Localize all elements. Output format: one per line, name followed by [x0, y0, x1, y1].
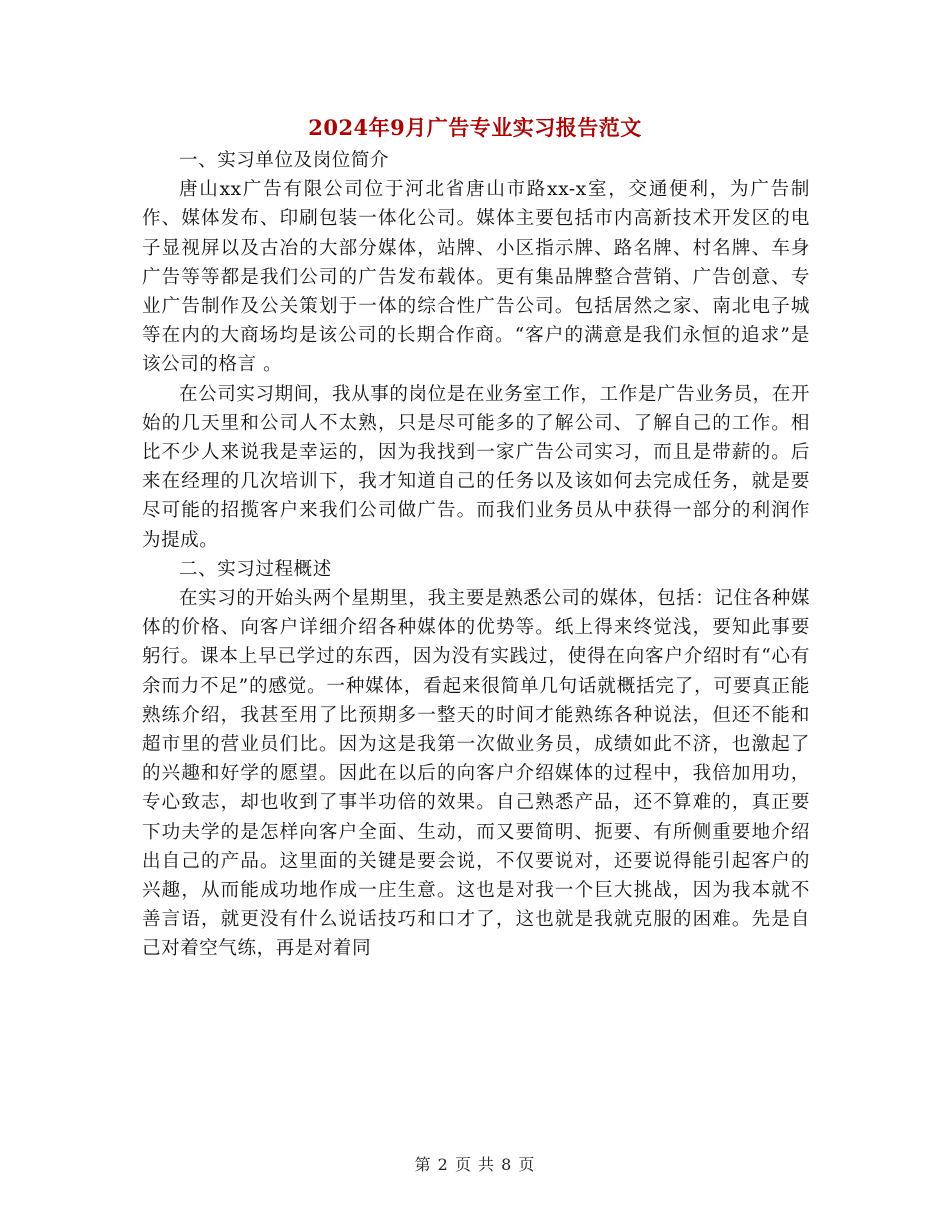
page-footer: 第 2 页 共 8 页 — [414, 1155, 536, 1174]
paragraph-2: 在公司实习期间，我从事的岗位是在业务室工作，工作是广告业务员，在开始的几天里和公司人不太熟，只是尽可能多的了解公司、了解自己的工作。相比不少人来说我是幸运的，因为我找到一家广告公司实习，而且是带薪的。后来在经理的几次培训下，我才知道自己的任务以及该如何去完成任务，就是要尽可能的招揽客户来我们公司做广告。而我们业务员从中获得一部分的利润作为提成。 — [142, 383, 810, 551]
section-heading-2: 二、实习过程概述 — [179, 558, 332, 580]
paragraph-3: 在实习的开始头两个星期里，我主要是熟悉公司的媒体，包括：记住各种媒体的价格、向客户详细介绍各种媒体的优势等。纸上得来终觉浅，要知此事要躬行。课本上早已学过的东西，因为没有实践过，使得在向客户介绍时有“心有余而力不足”的感觉。一种媒体，看起来很简单几句话就概括完了，可要真正能熟练介绍，我甚至用了比预期多一整天的时间才能熟练各种说法，但还不能和超市里的营业员们比。因为这是我第一次做业务员，成绩如此不济，也激起了的兴趣和好学的愿望。因此在以后的向客户介绍媒体的过程中，我倍加用功，专心致志，却也收到了事半功倍的效果。自己熟悉产品，还不算难的，真正要下功夫学的是怎样向客户全面、生动，而又要简明、扼要、有所侧重要地介绍出自己的产品。这里面的关键是要会说，不仅要说对，还要说得能引起客户的兴趣，从而能成功地作成一庄生意。这也是对我一个巨大挑战，因为我本就不善言语，就更没有什么说话技巧和口才了，这也就是我就克服的困难。先是自己对着空气练，再是对着同 — [142, 588, 810, 960]
document-title: 2024年9月广告专业实习报告范文 — [308, 115, 642, 140]
document-body — [142, 146, 810, 964]
paragraph-1: 唐山xx广告有限公司位于河北省唐山市路xx-x室，交通便利，为广告制作、媒体发布、印刷包装一体化公司。媒体主要包括市内高新技术开发区的电子显视屏以及古冶的大部分媒体，站牌、小区指示牌、路名牌、村名牌、车身广告等等都是我们公司的广告发布载体。更有集品牌整合营销、广告创意、专业广告制作及公关策划于一体的综合性广告公司。包括居然之家、南北电子城等在内的大商场均是该公司的长期合作商。“客户的满意是我们永恒的追求”是该公司的格言 。 — [142, 179, 810, 376]
section-heading-1: 一、实习单位及岗位简介 — [179, 150, 390, 171]
